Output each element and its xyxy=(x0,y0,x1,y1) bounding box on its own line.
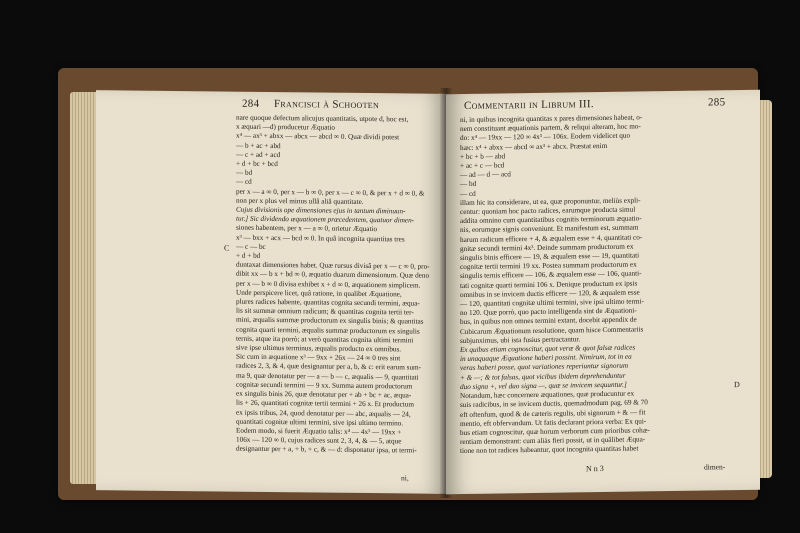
right-page-number: 285 xyxy=(708,96,726,109)
text-line: illam hic ita considerare, ut ea, quæ proponuntur, meliùs expli- xyxy=(460,196,641,207)
text-line: ma 9, quæ denotatur per — a — b — c, æqualis — 9, quantitati xyxy=(236,371,419,382)
text-line: sive ipse ultimus terminus, æqualis producto ex omnibus. xyxy=(236,343,402,354)
text-line: gnitæ secundi termini 4x³. Deinde summam productorum ex xyxy=(460,242,634,253)
right-catchword: dimen- xyxy=(704,462,726,472)
text-line: ni, in quibus incognita quantitas x pares dimensiones habeat, o- xyxy=(460,113,643,124)
text-line: mentio, eft obfervandum. Ut fatis declarant priora verba: Ex qui- xyxy=(460,417,647,428)
left-running-head: Francisci à Schooten xyxy=(274,98,380,112)
text-line: lis + 26, quantitati cognitæ tertii termini + 26 x. Et productum xyxy=(236,398,414,409)
text-line: tati cognitæ quarti termini 106 x. Denique productum ex ipsis xyxy=(460,279,638,290)
text-line: singulis binis efficere — 19, & æqualem esse — 19, quantitati xyxy=(460,251,640,263)
text-line: 106x — 120 ∞ 0, cujus radices sunt 2, 3, 4, & — 5, atque xyxy=(236,435,402,446)
text-line: + d + bd xyxy=(236,251,261,260)
text-line: per x — b ∞ 0 divisa exhibet x + d ∞ 0, æquationem simplicem. xyxy=(236,279,421,290)
text-line: cognitæ secundi termini — 9 xx. Summa autem productorum xyxy=(236,380,413,391)
text-line: bus etiam cognoscitur, quæ horum verborum cum prioribus cohæ- xyxy=(460,426,650,437)
text-line: — cd xyxy=(460,189,476,198)
text-line: nem constituant æquationis partem, & reliqui alteram, hoc mo- xyxy=(460,122,641,134)
text-line: no 120. Quæ porrò, quo pacto intelligenda sint de Æquationi- xyxy=(460,306,637,318)
text-line: do: x⁴ — 19xx — 120 ∞ 4x³ — 106x. Eodem videlicet quo xyxy=(460,132,631,143)
right-running-head: Commentarii in Librum III. xyxy=(464,98,594,112)
text-line: — bd xyxy=(236,168,253,178)
text-line: — b + ac + abd xyxy=(236,141,281,150)
left-margin-letter: C xyxy=(224,243,230,253)
left-catchword: ni, xyxy=(401,473,409,483)
text-line: + d + bc + bcd xyxy=(236,159,278,169)
text-line: in unaquaque Æquatione haberi possint. Nimirum, tot in ea xyxy=(460,352,632,364)
text-line: Ex quibus etiam cognoscitur, quot veræ & quot falsæ radices xyxy=(460,343,636,355)
text-line: veras haberi posse, quot variationes reperiuntur signorum xyxy=(460,362,629,373)
text-line: Eodem modo, si fuerit Æquatio talis: x⁴ — 4x³ — 19xx + xyxy=(236,426,402,437)
text-line: duo signa +, vel duo signa —, quæ se invicem sequuntur.] xyxy=(460,380,627,391)
text-line: bus, in quibus non omnes termini extant, docebit appendix de xyxy=(460,315,637,327)
left-page xyxy=(96,90,446,494)
text-line: singulis ternis efficere — 106, & æqualem esse — 106, quanti- xyxy=(460,269,642,281)
right-margin-letter: D xyxy=(734,380,740,390)
text-line: tur.] Sic dividendo æquationem præcedentem, quatuor dimen- xyxy=(236,214,415,225)
text-line: harum radicum efficere + 4, & æqualem esse + 4, quantitati co- xyxy=(460,233,643,244)
text-line: dibit xx — b x + bd ∞ 0, æquatio duarum dimensionum. Quæ deno xyxy=(236,270,430,281)
text-line: x⁴ — ax³ + abxx — abcx — abcd ∞ 0. Quæ dividi potest xyxy=(236,132,400,142)
text-line: Cujus divisionis ope dimensiones ejus in tantum diminuun- xyxy=(236,205,406,216)
text-line: per x — a ∞ 0, per x — b ∞ 0, per x — c ∞ 0, & per x + d ∞ 0, & xyxy=(236,187,425,198)
text-line: siones habentem, per x — a ∞ 0, orietur Æquatio xyxy=(236,224,378,234)
text-line: addita omnino cum quantitatibus cognitis terminorum æquatio- xyxy=(460,214,642,226)
text-line: rentiam demonstrant: cum aliàs fieri possit, ut in quâlibet Æqua- xyxy=(460,435,646,447)
text-line: mini, æqualis summæ productorum ex singulis binis; & quantitas xyxy=(236,316,424,327)
text-line: Notandum, hæc concernere æquationes, quæ producuntur ex xyxy=(460,389,635,401)
page-edges-right xyxy=(758,100,772,478)
open-book xyxy=(30,40,750,510)
text-line: tione non tot radices habeantur, quot incognita quantitas habet xyxy=(460,444,639,456)
text-line: quantitati cognitæ ultimi termini, sive ipsi ultimo termino. xyxy=(236,417,404,428)
text-line: + ac + c — bcd xyxy=(460,161,505,171)
text-line: + bc + b — abd xyxy=(460,152,506,161)
text-line: centur: quoniam hoc pacto radices, earumque producta simul xyxy=(460,205,636,217)
page-edges-left xyxy=(70,92,96,484)
text-line: nare quoque defectum alicujus quantitatis, utpote d, hoc est, xyxy=(236,113,409,124)
text-line: non per x plus vel minus ullâ aliâ quantitate. xyxy=(236,196,364,206)
text-line: Sic cum in æquatione x³ — 9xx + 26x — 24 ∞ 0 tres sint xyxy=(236,352,401,363)
text-line: — cd xyxy=(236,178,252,187)
text-line: — 120, quantitati cognitæ ultimi termini, sive ipsi ultimo termi- xyxy=(460,297,644,309)
text-line: — c + ad + acd xyxy=(236,150,281,159)
text-line: omnibus in se invicem ductis efficere — 120, & æqualem esse xyxy=(460,288,640,299)
text-line: + & —; & tot falsas, quot vicibus ibidem deprehenduntur xyxy=(460,371,626,382)
text-line: cognita quarti termini, æqualis summæ productorum ex singulis xyxy=(236,325,420,336)
text-line: — bd xyxy=(460,180,477,189)
text-line: nis, eorumque signis conveniunt. Et manifestum est, summam xyxy=(460,223,639,235)
text-line: ternis, atque ita porrò; at verò quantitas cognita ultimi termini xyxy=(236,334,414,345)
text-line: — c — bc xyxy=(236,242,266,251)
right-page xyxy=(446,90,760,494)
text-line: designantur per + a, + b, + c, & — d: disponatur ipsa, ut termi- xyxy=(236,444,417,455)
text-line: hæc: x⁴ + abxx — abcd ∞ ax³ + abcx. Præstat enim xyxy=(460,141,608,152)
text-line: Cubicarum Æquationum resolutione, quam hisce Commentariis xyxy=(460,325,644,336)
text-line: ex singulis binis 26, quæ denotatur per + ab + bc + ac, æqua- xyxy=(236,389,412,400)
text-line: — ad — d — acd xyxy=(460,170,511,180)
text-line: radices 2, 3, & 4, quæ designantur per a, b, & c: erit earum sum- xyxy=(236,362,422,373)
text-line: x æquari —d) producetur Æquatio xyxy=(236,122,336,132)
text-line: plures radices habente, quantitas cognita secundi termini, æqua- xyxy=(236,297,420,308)
text-line: cognitæ tertii termini 19 xx. Postea summam productorum ex xyxy=(460,260,637,272)
text-line: suis radicibus, in se invicem ductis, quemadmodum pag. 69 & 70 xyxy=(460,398,648,410)
signature-mark: N n 3 xyxy=(586,463,604,474)
text-line: duntaxat dimensiones habet. Quæ rursus divisâ per x — c ∞ 0, pro- xyxy=(236,260,430,271)
left-page-number: 284 xyxy=(242,97,260,110)
text-line: subjunximus, ubi ista fusius pertractantur. xyxy=(460,335,581,345)
text-line: Unde perspicere licet, quâ ratione, in qualibet Æquatione, xyxy=(236,288,402,299)
text-line: x³ — bxx + acx — bcd ∞ 0. In quâ incognita quantitas tres xyxy=(236,233,405,244)
left-page-text xyxy=(236,114,436,457)
text-line: eft oftenfum, quod & de cæteris regulis, ubi signorum + & — fit xyxy=(460,407,646,419)
text-line: ex ipsis tribus, 24, quod denotatur per — abc, æqualis — 24, xyxy=(236,408,411,418)
right-page-text xyxy=(460,112,750,457)
text-line: lis sit summæ omnium radicum; & quantitas cognita tertii ter- xyxy=(236,306,414,317)
